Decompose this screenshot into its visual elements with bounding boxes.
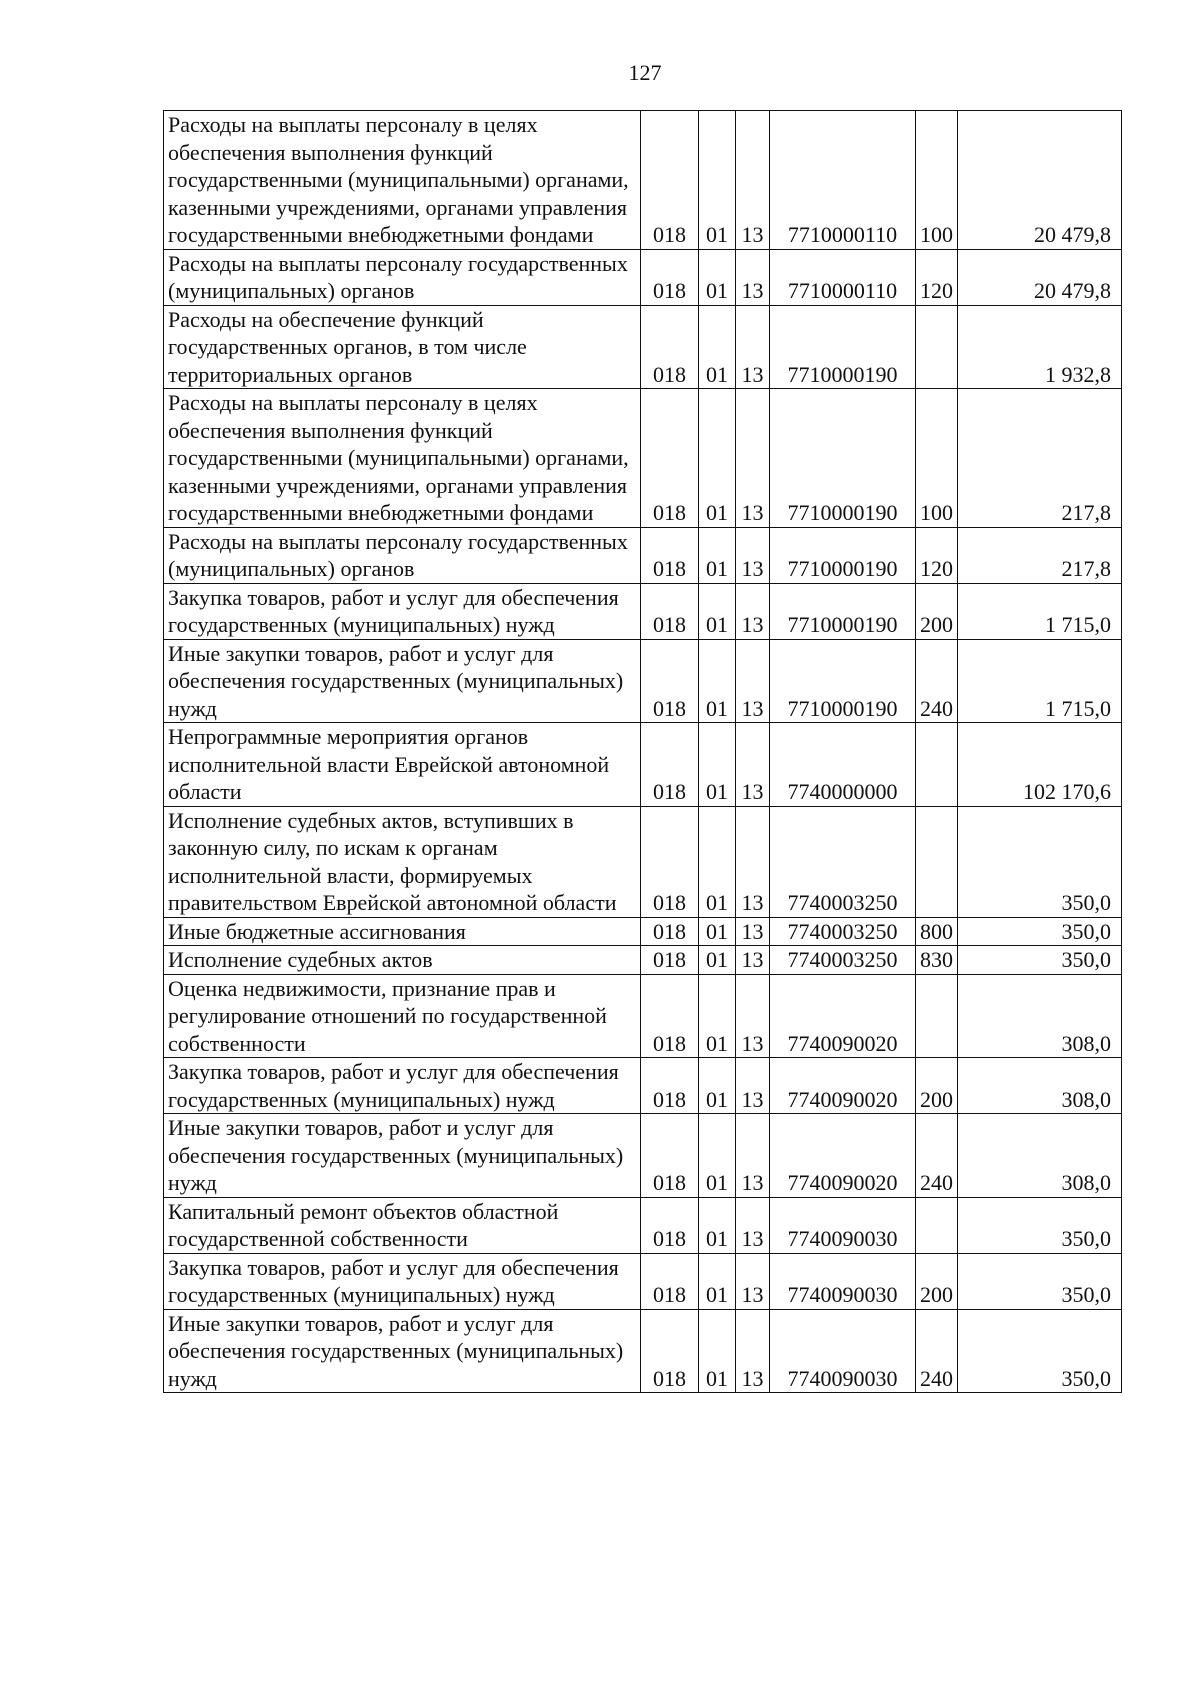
row-csr: 7710000190 — [770, 389, 916, 528]
row-sum: 217,8 — [958, 389, 1122, 528]
row-ved: 018 — [641, 583, 699, 639]
row-rz: 01 — [699, 583, 736, 639]
row-ved: 018 — [641, 1309, 699, 1393]
row-ved: 018 — [641, 974, 699, 1058]
row-sum: 350,0 — [958, 1197, 1122, 1253]
row-name: Иные закупки товаров, работ и услуг для обеспечения государственных (муниципальных) нужд — [164, 1114, 641, 1198]
row-sum: 217,8 — [958, 527, 1122, 583]
row-csr: 7710000190 — [770, 639, 916, 723]
table-row — [164, 249, 1122, 305]
row-vr: 240 — [916, 1114, 958, 1198]
table-row — [164, 1309, 1122, 1393]
row-csr: 7740000000 — [770, 723, 916, 807]
row-csr: 7740090020 — [770, 974, 916, 1058]
row-pr: 13 — [736, 974, 770, 1058]
row-rz: 01 — [699, 946, 736, 975]
table-row — [164, 305, 1122, 389]
row-ved: 018 — [641, 305, 699, 389]
row-pr: 13 — [736, 1197, 770, 1253]
row-rz: 01 — [699, 1253, 736, 1309]
row-csr: 7710000110 — [770, 249, 916, 305]
row-pr: 13 — [736, 1114, 770, 1198]
row-name: Непрограммные мероприятия органов исполнительной власти Еврейской автономной области — [164, 723, 641, 807]
row-pr: 13 — [736, 389, 770, 528]
row-pr: 13 — [736, 1309, 770, 1393]
row-sum: 20 479,8 — [958, 249, 1122, 305]
row-pr: 13 — [736, 305, 770, 389]
row-ved: 018 — [641, 639, 699, 723]
row-sum: 308,0 — [958, 1058, 1122, 1114]
row-vr: 200 — [916, 1058, 958, 1114]
row-name: Расходы на выплаты персоналу в целях обеспечения выполнения функций государственными (муниципальными) органами, казенными учреждениями, органами управления государственными внебюджетными фондами — [164, 389, 641, 528]
row-name: Иные бюджетные ассигнования — [164, 917, 641, 946]
row-csr: 7740090020 — [770, 1114, 916, 1198]
row-sum: 350,0 — [958, 1309, 1122, 1393]
row-csr: 7740003250 — [770, 946, 916, 975]
table-row — [164, 527, 1122, 583]
row-vr: 240 — [916, 639, 958, 723]
row-vr: 830 — [916, 946, 958, 975]
table-row — [164, 583, 1122, 639]
row-csr: 7740090030 — [770, 1309, 916, 1393]
table-row — [164, 1058, 1122, 1114]
row-ved: 018 — [641, 946, 699, 975]
row-csr: 7710000190 — [770, 305, 916, 389]
row-sum: 1 715,0 — [958, 639, 1122, 723]
row-sum: 350,0 — [958, 946, 1122, 975]
row-vr — [916, 1197, 958, 1253]
row-csr: 7710000190 — [770, 527, 916, 583]
row-rz: 01 — [699, 723, 736, 807]
row-vr — [916, 806, 958, 917]
table-row — [164, 723, 1122, 807]
table-row — [164, 639, 1122, 723]
row-sum: 308,0 — [958, 1114, 1122, 1198]
row-sum: 1 715,0 — [958, 583, 1122, 639]
table-row — [164, 111, 1122, 250]
row-rz: 01 — [699, 389, 736, 528]
row-rz: 01 — [699, 974, 736, 1058]
row-pr: 13 — [736, 111, 770, 250]
row-name: Капитальный ремонт объектов областной государственной собственности — [164, 1197, 641, 1253]
row-csr: 7740090020 — [770, 1058, 916, 1114]
row-rz: 01 — [699, 111, 736, 250]
row-csr: 7740090030 — [770, 1253, 916, 1309]
row-ved: 018 — [641, 527, 699, 583]
row-ved: 018 — [641, 1197, 699, 1253]
row-name: Закупка товаров, работ и услуг для обеспечения государственных (муниципальных) нужд — [164, 1253, 641, 1309]
row-name: Закупка товаров, работ и услуг для обеспечения государственных (муниципальных) нужд — [164, 1058, 641, 1114]
table-row — [164, 917, 1122, 946]
row-csr: 7740003250 — [770, 806, 916, 917]
row-vr: 200 — [916, 583, 958, 639]
row-sum: 350,0 — [958, 1253, 1122, 1309]
row-name: Расходы на выплаты персоналу государственных (муниципальных) органов — [164, 249, 641, 305]
row-vr — [916, 723, 958, 807]
row-pr: 13 — [736, 639, 770, 723]
row-vr: 240 — [916, 1309, 958, 1393]
table-row — [164, 806, 1122, 917]
row-rz: 01 — [699, 806, 736, 917]
row-sum: 1 932,8 — [958, 305, 1122, 389]
row-vr: 200 — [916, 1253, 958, 1309]
row-name: Иные закупки товаров, работ и услуг для обеспечения государственных (муниципальных) нужд — [164, 1309, 641, 1393]
row-pr: 13 — [736, 527, 770, 583]
row-ved: 018 — [641, 806, 699, 917]
row-pr: 13 — [736, 249, 770, 305]
row-csr: 7710000110 — [770, 111, 916, 250]
budget-table-body — [164, 111, 1122, 1393]
row-name: Исполнение судебных актов, вступивших в законную силу, по искам к органам исполнительной власти, формируемых правительством Еврейской автономной области — [164, 806, 641, 917]
row-rz: 01 — [699, 527, 736, 583]
table-row — [164, 1114, 1122, 1198]
row-pr: 13 — [736, 946, 770, 975]
row-rz: 01 — [699, 249, 736, 305]
row-name: Расходы на выплаты персоналу в целях обеспечения выполнения функций государственными (муниципальными) органами, казенными учреждениями, органами управления государственными внебюджетными фондами — [164, 111, 641, 250]
row-name: Закупка товаров, работ и услуг для обеспечения государственных (муниципальных) нужд — [164, 583, 641, 639]
row-sum: 20 479,8 — [958, 111, 1122, 250]
row-name: Исполнение судебных актов — [164, 946, 641, 975]
row-rz: 01 — [699, 639, 736, 723]
row-ved: 018 — [641, 1058, 699, 1114]
row-name: Расходы на обеспечение функций государственных органов, в том числе территориальных органов — [164, 305, 641, 389]
row-csr: 7740090030 — [770, 1197, 916, 1253]
row-sum: 308,0 — [958, 974, 1122, 1058]
table-row — [164, 389, 1122, 528]
row-pr: 13 — [736, 1058, 770, 1114]
row-pr: 13 — [736, 583, 770, 639]
row-ved: 018 — [641, 1253, 699, 1309]
row-ved: 018 — [641, 249, 699, 305]
row-vr: 120 — [916, 527, 958, 583]
row-ved: 018 — [641, 1114, 699, 1198]
row-rz: 01 — [699, 917, 736, 946]
row-ved: 018 — [641, 917, 699, 946]
row-pr: 13 — [736, 806, 770, 917]
row-vr: 100 — [916, 111, 958, 250]
table-row — [164, 1253, 1122, 1309]
row-vr: 120 — [916, 249, 958, 305]
row-ved: 018 — [641, 723, 699, 807]
row-pr: 13 — [736, 1253, 770, 1309]
table-row — [164, 946, 1122, 975]
row-vr: 100 — [916, 389, 958, 528]
row-rz: 01 — [699, 1197, 736, 1253]
row-ved: 018 — [641, 389, 699, 528]
row-sum: 350,0 — [958, 917, 1122, 946]
row-vr — [916, 974, 958, 1058]
budget-table — [163, 110, 1122, 1393]
row-rz: 01 — [699, 305, 736, 389]
page-number: 127 — [628, 60, 662, 85]
row-sum: 350,0 — [958, 806, 1122, 917]
row-name: Оценка недвижимости, признание прав и регулирование отношений по государственной собственности — [164, 974, 641, 1058]
row-name: Расходы на выплаты персоналу государственных (муниципальных) органов — [164, 527, 641, 583]
table-row — [164, 974, 1122, 1058]
row-name: Иные закупки товаров, работ и услуг для обеспечения государственных (муниципальных) нужд — [164, 639, 641, 723]
row-pr: 13 — [736, 917, 770, 946]
row-csr: 7740003250 — [770, 917, 916, 946]
row-rz: 01 — [699, 1058, 736, 1114]
row-sum: 102 170,6 — [958, 723, 1122, 807]
row-vr: 800 — [916, 917, 958, 946]
row-ved: 018 — [641, 111, 699, 250]
table-row — [164, 1197, 1122, 1253]
row-pr: 13 — [736, 723, 770, 807]
row-csr: 7710000190 — [770, 583, 916, 639]
row-rz: 01 — [699, 1114, 736, 1198]
row-rz: 01 — [699, 1309, 736, 1393]
row-vr — [916, 305, 958, 389]
